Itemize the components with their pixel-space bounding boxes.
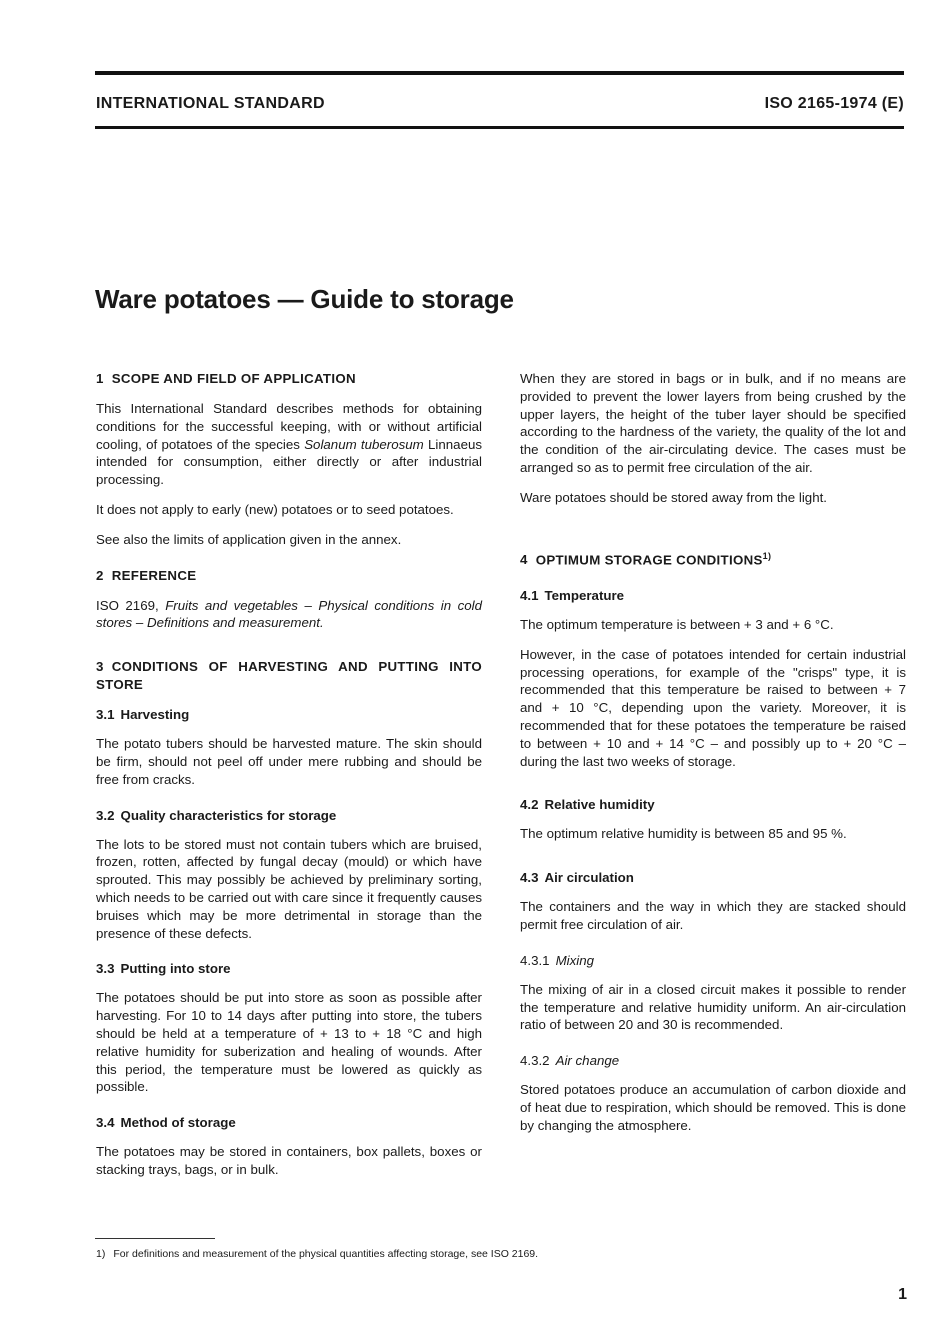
section-4-3-text: The containers and the way in which they are stacked should permit free circulation of air. (520, 899, 906, 932)
section-4-1-heading (520, 587, 906, 605)
subsection-number: 3.2 (96, 807, 115, 823)
section-title: REFERENCE (111, 567, 197, 583)
reference-entry (96, 597, 482, 633)
subsection-number: 3.4 (96, 1115, 115, 1131)
section-4-3-1-heading (520, 952, 906, 970)
right-column (520, 370, 906, 1147)
section-3-4-heading (96, 1114, 482, 1132)
subsection-number: 3.3 (96, 961, 115, 977)
section-1-paragraph-3: See also the limits of application given in the annex. (96, 531, 402, 547)
section-number: 4 (520, 552, 528, 567)
section-number: 2 (96, 567, 104, 583)
header-rule-top (95, 71, 904, 75)
subsection-title: Putting into store (120, 961, 231, 977)
section-1-paragraph-2: It does not apply to early (new) potatoes or to seed potatoes. (96, 501, 454, 517)
subsection-number: 4.3.1 (520, 952, 550, 968)
footnote (96, 1248, 538, 1260)
footnote-text: For definitions and measurement of the physical quantities affecting storage, see ISO 2169. (113, 1248, 539, 1260)
section-4-heading (520, 547, 906, 569)
subsection-number: 4.3.2 (520, 1053, 550, 1069)
section-title: CONDITIONS OF HARVESTING AND PUTTING INTO STORE (96, 659, 482, 693)
section-3-2-text: The lots to be stored must not contain tubers which are bruised, frozen, rotten, affected by fungal decay (mould) or which have sprouted. This may possibly be achieved by preliminary sorting, which needs to be carried out with care since it frequently causes bruises which may be more detrimental in storage than the presence of these defects. (96, 836, 482, 941)
reference-title: Fruits and vegetables – Physical conditions in cold stores – Definitions and measurement. (96, 597, 482, 631)
section-3-1-heading (96, 706, 482, 724)
section-title: SCOPE AND FIELD OF APPLICATION (111, 371, 356, 386)
left-column (96, 370, 482, 1191)
standard-number: ISO 2165-1974 (E) (764, 95, 904, 112)
header-rule-bottom (95, 126, 904, 129)
subsection-number: 4.2 (520, 797, 539, 813)
section-4-3-2-heading (520, 1052, 906, 1070)
storage-continuation-paragraph-2: Ware potatoes should be stored away from the light. (520, 489, 827, 505)
section-2-heading (96, 567, 482, 585)
subsection-title: Harvesting (120, 707, 190, 723)
subsection-title: Quality characteristics for storage (120, 807, 337, 823)
section-1-paragraph-1 (96, 400, 482, 489)
subsection-title: Mixing (555, 952, 595, 968)
section-number: 3 (96, 659, 104, 675)
section-3-2-heading (96, 807, 482, 825)
subsection-title: Air circulation (544, 870, 634, 886)
section-4-3-2-text: Stored potatoes produce an accumulation of carbon dioxide and of heat due to respiration, which should be removed. This is done by changing the atmosphere. (520, 1082, 906, 1133)
subsection-title: Method of storage (120, 1115, 236, 1131)
subsection-number: 3.1 (96, 707, 115, 723)
text-run: This International Standard describes methods for obtaining conditions for the successful keeping, with or without artificial cooling, of potatoes of the species (96, 401, 482, 452)
footnote-divider (95, 1238, 215, 1239)
section-3-heading (96, 658, 482, 694)
section-1-heading (96, 370, 482, 388)
section-4-1-paragraph-1: The optimum temperature is between + 3 and + 6 °C. (520, 617, 834, 632)
subsection-title: Relative humidity (544, 797, 655, 813)
section-4-2-heading (520, 796, 906, 814)
footnote-number: 1) (96, 1248, 106, 1260)
section-4-3-heading (520, 869, 906, 887)
subsection-number: 4.1 (520, 588, 539, 603)
section-3-1-text: The potato tubers should be harvested mature. The skin should be firm, should not peel off under mere rubbing and should be free from cracks. (96, 736, 482, 787)
storage-continuation-paragraph-1: When they are stored in bags or in bulk, and if no means are provided to prevent the lower layers from being crushed by the upper layers, the height of the tuber layer should be specified according to the hardness of the variety, the quality of the lot and the condition of the air-circulating device. The cases must be arranged so as to permit free circulation of the air. (520, 371, 906, 475)
page-number: 1 (898, 1286, 907, 1303)
footnote-reference: 1) (762, 550, 772, 561)
section-4-3-1-text: The mixing of air in a closed circuit makes it possible to render the temperature and relative humidity uniform. An air-circulation ratio of between 20 and 30 is recommended. (520, 981, 906, 1033)
subsection-title: Temperature (544, 588, 625, 603)
text-run: Linnaeus intended for consumption, either directly or after industrial processing. (96, 436, 483, 488)
reference-number: ISO 2169, (96, 597, 166, 613)
page-title: Ware potatoes — Guide to storage (95, 284, 514, 314)
document-type: INTERNATIONAL STANDARD (96, 95, 325, 112)
subsection-title: Air change (555, 1053, 620, 1069)
subsection-number: 4.3 (520, 870, 539, 886)
species-name: Solanum tuberosum (304, 436, 424, 452)
section-title: OPTIMUM STORAGE CONDITIONS (535, 552, 763, 567)
section-number: 1 (96, 371, 104, 386)
section-4-2-text: The optimum relative humidity is between 85 and 95 %. (520, 826, 847, 842)
section-3-4-text: The potatoes may be stored in containers, box pallets, boxes or stacking trays, bags, or in bulk. (96, 1144, 482, 1177)
section-3-3-heading (96, 960, 482, 978)
section-4-1-paragraph-2: However, in the case of potatoes intended for certain industrial processing operations, for example of the "crisps" type, it is recommended that this temperature be raised to between + 7 and + 10 °C, depending upon the variety. Moreover, it is recommended that for these potatoes the temperature be raised to between + 10 and + 14 °C – and possibly up to + 20 °C – during the last two weeks of storage. (520, 646, 906, 769)
section-3-3-text: The potatoes should be put into store as soon as possible after harvesting. For 10 to 14 days after putting into store, the tubers should be held at a temperature of + 13 to + 18 °C and high relative humidity for suberization and healing of wounds. After this period, the temperature must be lowered as quickly as possible. (96, 990, 482, 1095)
